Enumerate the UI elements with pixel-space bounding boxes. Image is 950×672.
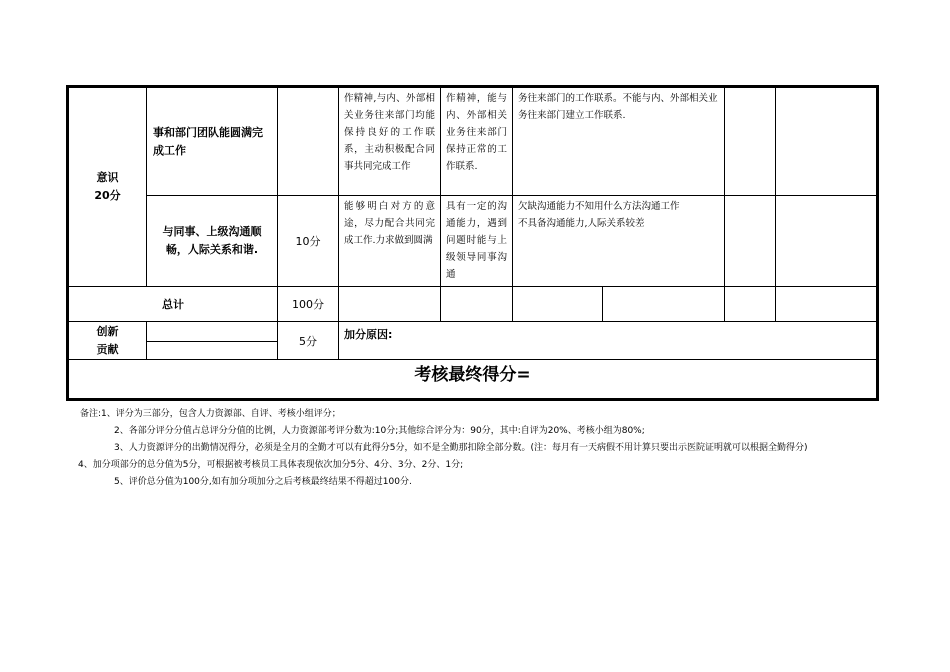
note-line: 5、评价总分值为100分,如有加分项加分之后考核最终结果不得超过100分. (114, 477, 412, 487)
blank-cell (725, 287, 776, 322)
blank-cell (603, 287, 725, 322)
item-cell: 与同事、上级沟通顺畅，人际关系和谐. (147, 196, 278, 287)
blank-cell (147, 322, 278, 342)
blank-cell (441, 287, 513, 322)
desc-poor-cell (513, 196, 725, 287)
note-line: 2、各部分评分分值占总评分分值的比例，人力资源部考评分数为:10分;其他综合评分为：90分，其中:自评为20%、考核小组为80%; (114, 426, 645, 436)
note-line: 3、人力资源评分的出勤情况得分，必须是全月的全勤才可以有此得分5分，如不是全勤那扣除全部分数。(注：每月有一天病假不用计算只要出示医院证明就可以根据全勤得分) (114, 443, 808, 453)
note-line: 备注:1、评分为三部分，包含人力资源部、自评、考核小组评分； (80, 409, 341, 419)
total-row (69, 287, 877, 322)
blank-cell (147, 342, 278, 360)
final-score-label: 考核最终得分= (69, 360, 877, 399)
blank-cell (725, 88, 776, 196)
note-line: 4、加分项部分的总分值为5分，可根据被考核员工具体表现依次加分5分、4分、3分、2分、1分; (78, 460, 464, 470)
table-row (69, 88, 877, 196)
table-row (69, 196, 877, 287)
desc-poor-line: 欠缺沟通能力不知用什么方法沟通工作 (518, 201, 680, 212)
assessment-table (68, 87, 877, 399)
innovation-label: 创新 (96, 324, 119, 338)
blank-cell (339, 287, 441, 322)
desc-poor-cell: 务往来部门的工作联系。不能与内、外部相关业务往来部门建立工作联系. (513, 88, 725, 196)
bonus-reason-label: 加分原因: (339, 322, 877, 360)
category-name: 意识 (96, 171, 119, 184)
desc-excellent-cell: 作精神,与内、外部相关业务往来部门均能保持良好的工作联系，主动积极配合同事共同完成工作 (339, 88, 441, 196)
desc-poor-line: 不具备沟通能力,人际关系较差 (518, 218, 645, 229)
innovation-label: 贡献 (96, 342, 119, 356)
blank-cell (513, 287, 603, 322)
innovation-row (69, 322, 877, 342)
final-score-row (69, 360, 877, 399)
desc-good-cell: 作精神，能与内、外部相关业务往来部门保持正常的工作联系. (441, 88, 513, 196)
blank-cell (776, 287, 877, 322)
blank-cell (776, 196, 877, 287)
innovation-score: 5分 (278, 322, 339, 360)
total-score: 100分 (278, 287, 339, 322)
desc-excellent-cell: 能够明白对方的意途，尽力配合共同完成工作.力求做到圆满 (339, 196, 441, 287)
total-label: 总计 (69, 287, 278, 322)
item-cell: 事和部门团队能圆满完成工作 (147, 88, 278, 196)
notes-section (80, 406, 880, 491)
score-cell: 10分 (278, 196, 339, 287)
desc-good-cell: 具有一定的沟通能力，遇到问题时能与上级领导同事沟通 (441, 196, 513, 287)
blank-cell (776, 88, 877, 196)
category-score: 20分 (94, 189, 121, 202)
blank-cell (725, 196, 776, 287)
score-cell (278, 88, 339, 196)
category-cell (69, 88, 147, 287)
innovation-label-cell (69, 322, 147, 360)
